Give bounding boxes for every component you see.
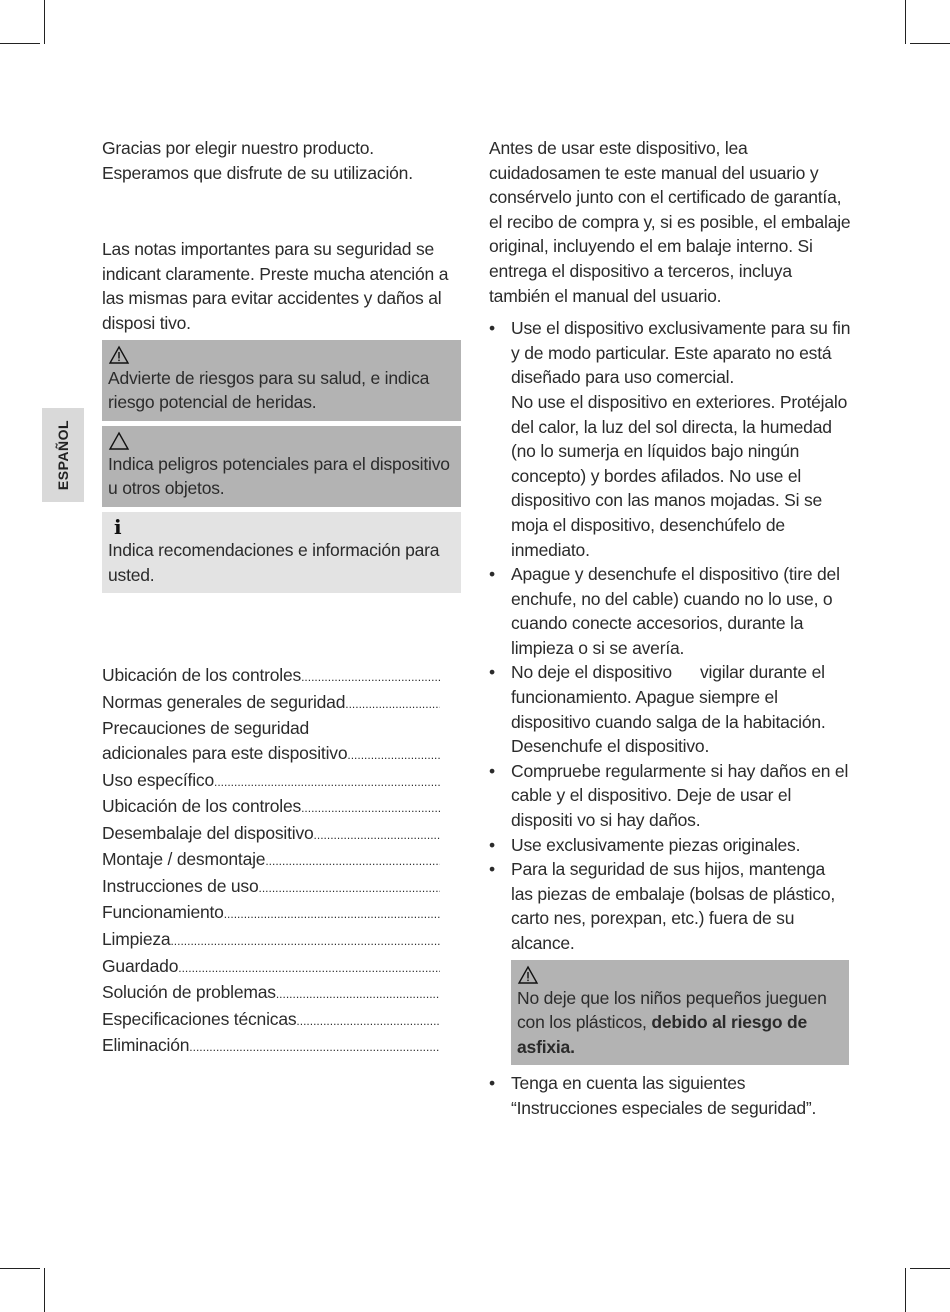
health-warning-note: [102, 340, 461, 421]
crop-mark: [44, 0, 45, 44]
crop-mark: [910, 1268, 950, 1269]
toc-entry[interactable]: Ubicación de los controles .....: [102, 794, 440, 821]
list-item: • Tenga en cuenta las siguientes “Instrucciones especiales de seguridad”.: [489, 1071, 851, 1120]
toc-entry[interactable]: Desembalaje del dispositivo .....: [102, 821, 440, 848]
safety-intro-text: Las notas importantes para su seguridad se indicant claramente. Preste mucha atención a las mismas para evitar accidentes y daños al disposi tivo.: [102, 239, 449, 333]
note-text: Indica recomendaciones e información para usted.: [108, 539, 440, 585]
toc-entry[interactable]: Uso específico .....: [102, 768, 440, 795]
note-text: Advierte de riesgos para su salud, e indica riesgo potencial de heridas.: [108, 367, 430, 413]
language-tab: [42, 408, 84, 502]
warning-triangle-icon: [108, 344, 130, 366]
language-label: ESPAÑOL: [55, 419, 71, 491]
left-column: [102, 136, 462, 1060]
caution-triangle-icon: [108, 430, 130, 452]
toc-entry[interactable]: Precauciones de seguridad: [102, 718, 310, 739]
crop-mark: [0, 43, 40, 44]
safety-list: [489, 316, 851, 955]
warning-triangle-icon: [517, 964, 539, 986]
toc-entry[interactable]: Guardado .....: [102, 954, 440, 981]
toc-entry[interactable]: Montaje / desmontaje .....: [102, 847, 440, 874]
right-intro-text: Antes de usar este dispositivo, lea cuidadosamen te este manual del usuario y consérvelo junto con el certificado de garantía, el recibo de compra y, si es posible, el embalaje original, incluyendo el em balaje interno. Si entrega el dispositivo a terceros, incluya también el manual del usuario.: [489, 138, 851, 306]
right-column: [489, 136, 851, 1121]
toc-entry[interactable]: Eliminación .....: [102, 1033, 440, 1060]
warning-text: No deje que los niños pequeños jueguen con los plásticos,: [517, 987, 827, 1033]
list-item: • No deje el dispositivo vigilar durante el funcionamiento. Apague siempre el dispositivo cuando salga de la habitación. Desenchufe el dispositivo.: [489, 660, 851, 758]
toc-entry[interactable]: Normas generales de seguridad .....: [102, 690, 440, 717]
toc-entry[interactable]: Especificaciones técnicas .....: [102, 1007, 440, 1034]
toc-entry[interactable]: Funcionamiento .....: [102, 900, 440, 927]
list-item: • Para la seguridad de sus hijos, mantenga las piezas de embalaje (bolsas de plástico, carto nes, porexpan, etc.) fuera de su alcance.: [489, 857, 851, 955]
toc-entry[interactable]: adicionales para este dispositivo .....: [102, 741, 440, 768]
note-text: Indica peligros potenciales para el dispositivo u otros objetos.: [108, 453, 450, 499]
warning-bold-text: debido al riesgo de asfixia.: [517, 1012, 808, 1057]
crop-mark: [910, 43, 950, 44]
toc-entry[interactable]: Instrucciones de uso .....: [102, 874, 440, 901]
crop-mark: [905, 1268, 906, 1312]
safety-list-continued: [489, 1071, 851, 1120]
crop-mark: [44, 1268, 45, 1312]
list-item: • Compruebe regularmente si hay daños en el cable y el dispositivo. Deje de usar el dispositi vo si hay daños.: [489, 759, 851, 833]
info-icon: i: [114, 514, 122, 539]
list-item: • Use exclusivamente piezas originales.: [489, 833, 851, 858]
child-safety-warning: [511, 960, 849, 1066]
list-item: • Apague y desenchufe el dispositivo (tire del enchufe, no del cable) cuando no lo use, o cuando conecte accesorios, durante la limpieza o si se avería.: [489, 562, 851, 660]
toc-entry[interactable]: Solución de problemas .....: [102, 980, 440, 1007]
table-of-contents: [102, 663, 462, 1060]
list-item: • Use el dispositivo exclusivamente para su fin y de modo particular. Este aparato no está diseñado para uso comercial. No use el dispositivo en exteriores. Protéjalo del calor, la luz del sol directa, la humedad (no lo sumerja en líquidos bajo ningún concepto) y bordes afilados. No use el dispositivo con las manos mojadas. Si se moja el dispositivo, desenchúfelo de inmediato.: [489, 316, 851, 562]
crop-mark: [905, 0, 906, 44]
crop-mark: [0, 1268, 40, 1269]
intro-text: Gracias por elegir nuestro producto. Esperamos que disfrute de su utilización.: [102, 138, 413, 183]
toc-entry[interactable]: Limpieza .....: [102, 927, 440, 954]
device-caution-note: [102, 426, 461, 507]
info-note: [102, 512, 461, 593]
toc-entry[interactable]: Ubicación de los controles .....: [102, 663, 440, 690]
